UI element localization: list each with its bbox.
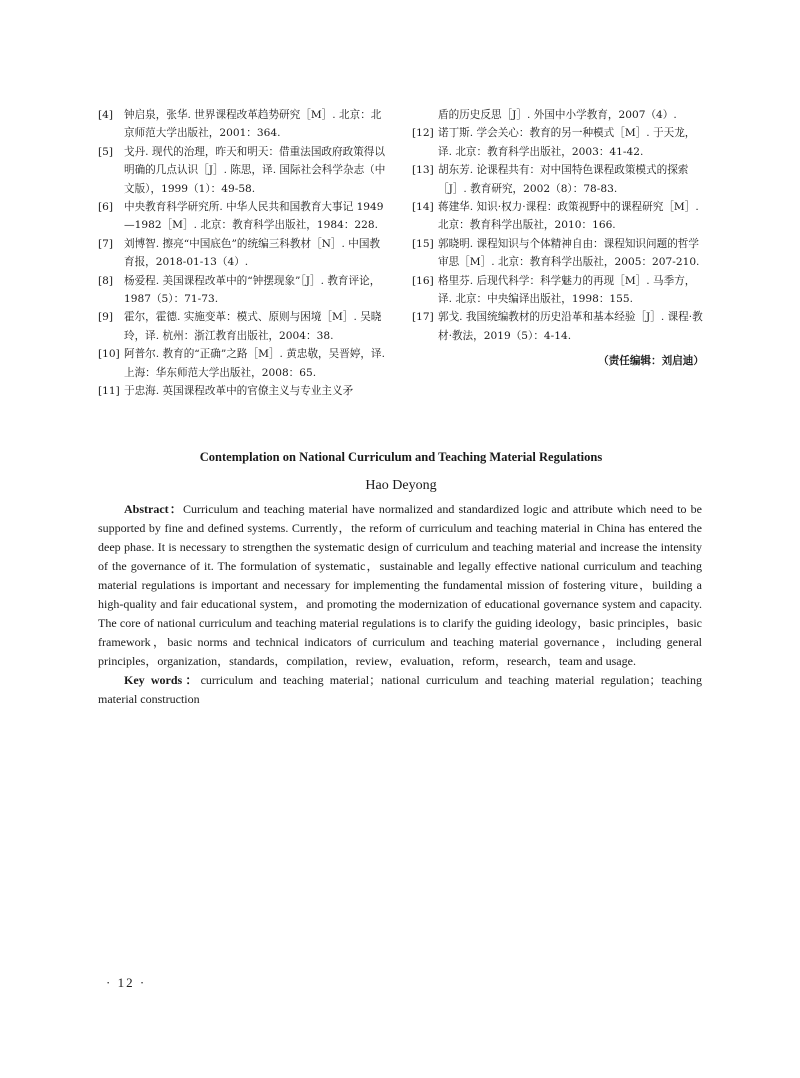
reference-text: 于忠海. 英国课程改革中的官僚主义与专业主义矛 (124, 385, 354, 398)
reference-item (98, 106, 390, 143)
reference-text: 胡东芳. 论课程共有：对中国特色课程政策模式的探索［J］. 教育研究，2002（8）：78-83. (438, 164, 689, 195)
reference-text: 格里芬. 后现代科学：科学魅力的再现［M］. 马季方，译. 北京：中央编译出版社，1998：155. (438, 274, 696, 306)
reference-number: [13] (412, 164, 434, 177)
reference-number: [16] (412, 274, 434, 287)
reference-item (412, 161, 704, 198)
reference-number: [17] (412, 311, 434, 324)
reference-number: [4] (98, 109, 114, 121)
abstract-paragraph (98, 500, 702, 671)
references-section (98, 106, 704, 401)
abstract-label: Abstract： (124, 502, 183, 516)
keywords-label: Key words： (124, 673, 201, 687)
reference-text: 盾的历史反思［J］. 外国中小学教育，2007（4）. (438, 109, 677, 121)
reference-text: 戈丹. 现代的治理，昨天和明天：借重法国政府政策得以明确的几点认识［J］. 陈思，译. 国际社会科学杂志（中文版），1999（1）：49-58. (124, 145, 386, 195)
reference-text: 郭晓明. 课程知识与个体精神自由：课程知识问题的哲学审思［M］. 北京：教育科学出版社，2005：207-210. (438, 237, 700, 269)
reference-text: 中央教育科学研究所. 中华人民共和国教育大事记 1949—1982［M］. 北京：教育科学出版社，1984：228. (124, 201, 384, 232)
keywords-paragraph (98, 671, 702, 709)
reference-text: 杨爱程. 美国课程改革中的“钟摆现象”［J］. 教育评论，1987（5）：71-73. (124, 274, 381, 306)
reference-item (412, 272, 704, 309)
keywords-text: curriculum and teaching material；national curriculum and teaching material regulation；teaching material construction (98, 673, 702, 706)
reference-item (98, 235, 390, 272)
reference-text: 阿普尔. 教育的“正确”之路［M］. 黄忠敬，吴晋婷，译. 上海：华东师范大学出版社，2008：65. (124, 348, 385, 379)
page-number: · 12 · (106, 975, 147, 990)
reference-number: [15] (412, 237, 434, 250)
reference-text: 蒋建华. 知识·权力·课程：政策视野中的课程研究［M］. 北京：教育科学出版社，2010：166. (438, 201, 699, 232)
reference-number: [14] (412, 201, 434, 214)
reference-number: [9] (98, 311, 114, 324)
reference-number: [6] (98, 201, 114, 214)
reference-item (98, 382, 390, 400)
reference-item (412, 235, 704, 272)
reference-item (98, 345, 390, 382)
responsible-editor: （责任编辑：刘启迪） (598, 355, 704, 368)
english-abstract (98, 500, 702, 709)
reference-number: [11] (98, 385, 120, 398)
reference-number: [10] (98, 348, 120, 361)
reference-text: 诺丁斯. 学会关心：教育的另一种模式［M］. 于天龙，译. 北京：教育科学出版社，2003：41-42. (438, 127, 696, 158)
reference-item (98, 308, 390, 345)
references-right-column (412, 106, 704, 401)
reference-item (98, 198, 390, 235)
reference-text: 霍尔，霍德. 实施变革：模式、原则与困境［M］. 吴晓玲，译. 杭州：浙江教育出版社，2004：38. (124, 311, 382, 342)
abstract-text: Curriculum and teaching material have normalized and standardized logic and attribute which need to be supported by fine and defined systems. Currently，the reform of curriculum and teaching material in China has entered the deep phase. It is necessary to strengthen the systematic design of curriculum and teaching material and increase the intensity of the governance of it. The formulation of systematic，sustainable and legally effective national curriculum and teaching material regulations is important and necessary for implementing the fundamental mission of fostering viture，building a high-quality and fair educational system，and promoting the modernization of educational governance system and capacity. The core of national curriculum and teaching material regulations is to clarify the guiding ideology，basic principles，basic framework，basic norms and technical indicators of curriculum and teaching material governance，including general principles，organization，standards，compilation，review，evaluation，reform，research，team and usage. (98, 502, 702, 668)
references-left-column (98, 106, 390, 401)
reference-text: 钟启泉，张华. 世界课程改革趋势研究［M］. 北京：北京师范大学出版社，2001：364. (124, 109, 382, 140)
reference-item (98, 272, 390, 309)
english-title: Contemplation on National Curriculum and Teaching Material Regulations (199, 450, 603, 464)
reference-item (412, 308, 704, 345)
reference-text: 刘博智. 擦亮“中国底色”的统编三科教材［N］. 中国教育报，2018-01-13（4）. (124, 237, 381, 269)
reference-item (412, 198, 704, 235)
reference-continuation (412, 106, 704, 124)
reference-number: [12] (412, 127, 434, 140)
reference-number: [7] (98, 237, 114, 250)
reference-item (98, 143, 390, 198)
reference-number: [8] (98, 274, 114, 287)
reference-text: 郭戈. 我国统编教材的历史沿革和基本经验［J］. 课程·教材·教法，2019（5）：4-14. (438, 311, 703, 342)
english-author: Hao Deyong (365, 478, 437, 493)
reference-number: [5] (98, 145, 114, 158)
reference-item (412, 124, 704, 161)
